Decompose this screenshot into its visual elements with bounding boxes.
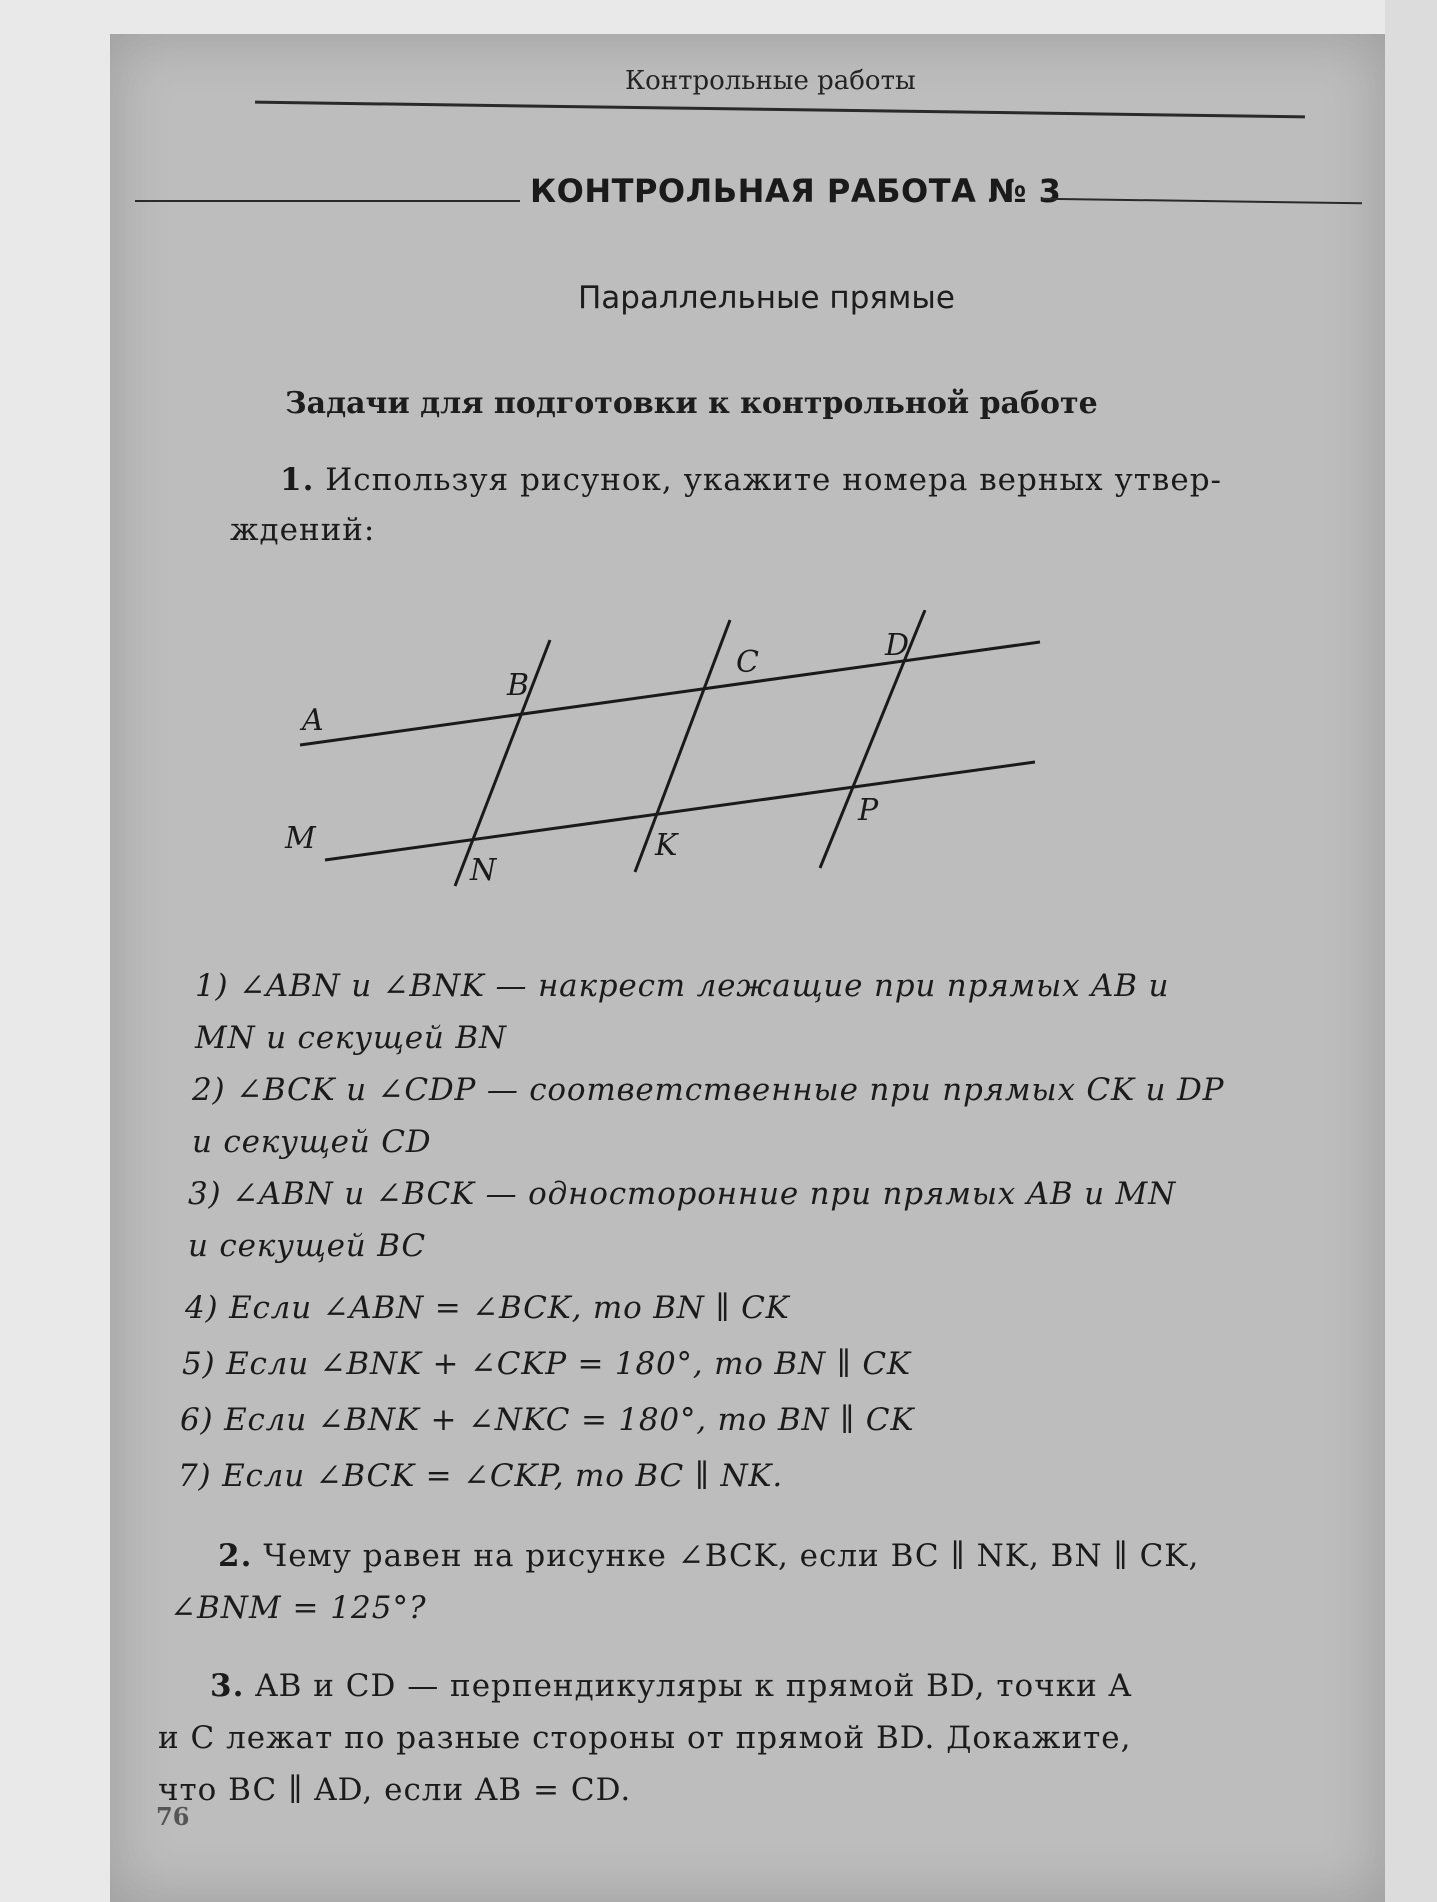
topic-title: Параллельные прямые: [578, 280, 955, 316]
line-AD: [300, 642, 1040, 745]
label-K: K: [655, 828, 678, 863]
problem-1-number: 1.: [280, 462, 315, 498]
statement-2: [192, 1064, 1332, 1168]
label-P: P: [858, 793, 879, 828]
problem-1-line1: Используя рисунок, укажите номера верных утвер-: [325, 462, 1223, 498]
problem-1-line2: ждений:: [230, 512, 376, 548]
problem-3-line2: и C лежат по разные стороны от прямой BD. Докажите,: [158, 1720, 1132, 1756]
label-A: A: [302, 703, 324, 738]
statement-3: [188, 1168, 1328, 1272]
statement-5: 5) Если ∠BNK + ∠CKP = 180°, то BN ∥ CK: [182, 1346, 911, 1382]
problem-1-text: [230, 455, 1310, 555]
problem-2-text: [170, 1530, 1350, 1634]
next-page-edge: [1385, 0, 1437, 1902]
line-BN: [455, 640, 550, 886]
problem-3-number: 3.: [210, 1668, 245, 1704]
statement-1-line2: MN и секущей BN: [195, 1020, 507, 1056]
title-rule-left: [135, 200, 520, 202]
statement-3-line1: 3) ∠ABN и ∠BCK — односторонние при прямых AB и MN: [188, 1176, 1177, 1212]
problem-2-line2: ∠BNM = 125°?: [170, 1590, 427, 1626]
problem-3-text: [158, 1660, 1358, 1816]
parallel-lines-figure: [280, 610, 1060, 910]
problem-3-line1: AB и CD — перпендикуляры к прямой BD, точки A: [255, 1668, 1132, 1704]
problem-2-number: 2.: [218, 1538, 253, 1574]
statement-6: 6) Если ∠BNK + ∠NKC = 180°, то BN ∥ CK: [180, 1402, 915, 1438]
section-heading: Задачи для подготовки к контрольной работе: [285, 386, 1098, 421]
work-title: КОНТРОЛЬНАЯ РАБОТА № 3: [530, 172, 1062, 210]
label-B: B: [507, 668, 530, 703]
label-N: N: [470, 853, 497, 888]
statement-2-line1: 2) ∠BCK и ∠CDP — соответственные при прямых CK и DP: [192, 1072, 1225, 1108]
problem-2-line1: Чему равен на рисунке ∠BCK, если BC ∥ NK, BN ∥ CK,: [263, 1538, 1200, 1574]
statement-1-line1: 1) ∠ABN и ∠BNK — накрест лежащие при прямых AB и: [195, 968, 1170, 1004]
statement-2-line2: и секущей CD: [192, 1124, 432, 1160]
statement-7: 7) Если ∠BCK = ∠CKP, то BC ∥ NK.: [178, 1458, 784, 1494]
statement-4: 4) Если ∠ABN = ∠BCK, то BN ∥ CK: [185, 1290, 790, 1326]
label-C: C: [736, 645, 759, 680]
page-number: 76: [156, 1802, 190, 1831]
label-M: M: [285, 821, 316, 856]
line-DP: [820, 610, 925, 868]
line-MP: [325, 762, 1035, 860]
problem-3-line3: что BC ∥ AD, если AB = CD.: [158, 1772, 632, 1808]
statement-1: [195, 960, 1335, 1064]
label-D: D: [885, 628, 910, 663]
line-CK: [635, 620, 730, 872]
running-header: Контрольные работы: [625, 66, 916, 96]
statement-3-line2: и секущей BC: [188, 1228, 426, 1264]
